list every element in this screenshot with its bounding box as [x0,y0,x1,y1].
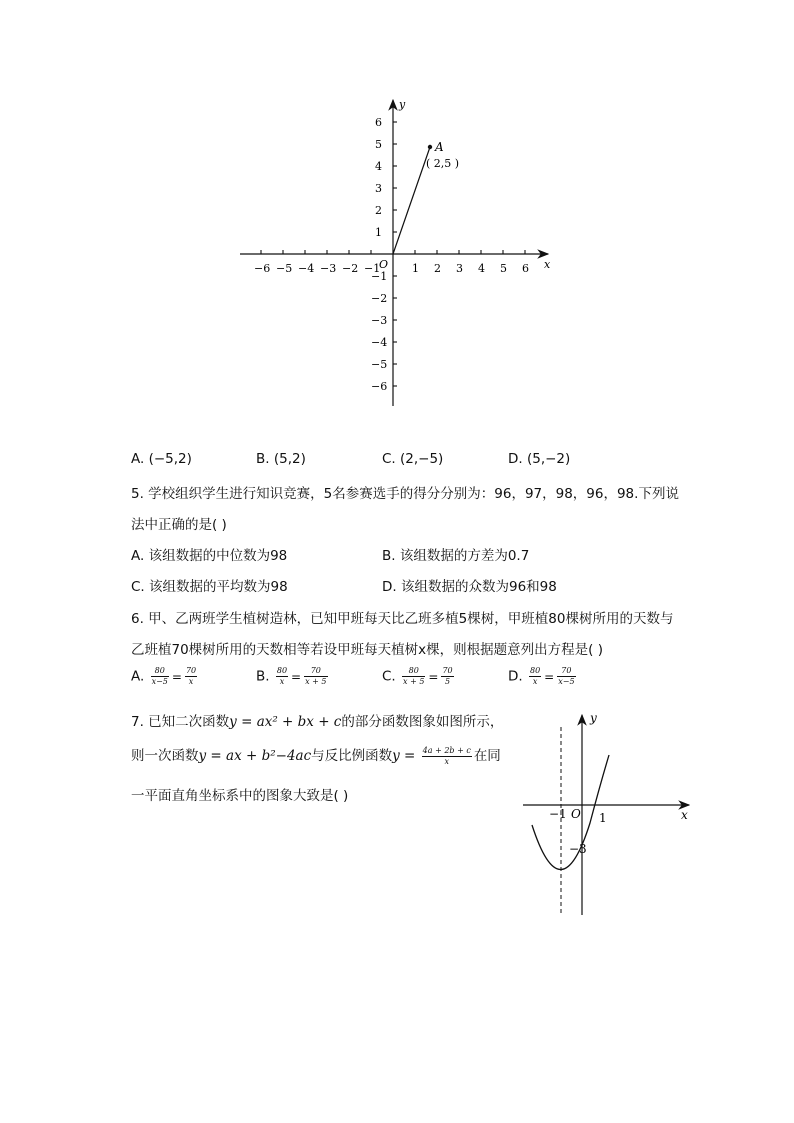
x-tick-label: −3 [320,262,337,275]
origin-label: O [379,258,389,271]
parabola-graph [515,705,700,920]
y-tick-label: 1 [375,226,382,239]
q7-stem-line2: 则一次函数y = ax + b²−4ac与反比例函数y = $\frac{4a + 2b + c}{x}$ 在同 [131,745,501,766]
q5-option-d[interactable]: D. 该组数据的众数为96和98 [382,579,557,595]
y-tick-label: −6 [371,380,388,393]
x-tick-label: −4 [298,262,315,275]
q6-option-c[interactable]: C. $\frac{80}{x + 5}$ = $\frac{70}{5}$ [382,666,453,686]
x-tick-label: 3 [456,262,463,275]
y-tick-label: −4 [371,336,388,349]
q6-stem-line1: 6. 甲、乙两班学生植树造林，已知甲班每天比乙班多植5棵树，甲班植80棵树所用的天数与 [131,611,674,627]
x-tick-label: 1 [412,262,419,275]
x-tick-label: −1 [364,262,381,275]
q5-stem-line2: 法中正确的是( ) [131,517,227,533]
q5-option-c[interactable]: C. 该组数据的平均数为98 [131,579,288,595]
q4-option-a[interactable]: A. (−5,2) [131,451,192,467]
y-tick-label: −2 [371,292,388,305]
x-tick-label: −2 [342,262,359,275]
y-tick-label: −3 [371,314,388,327]
q5-option-a[interactable]: A. 该组数据的中位数为98 [131,548,288,564]
q7-stem-line3: 一平面直角坐标系中的图象大致是( ) [131,788,349,804]
y-tick-label: 4 [375,160,382,173]
x-tick-label: −6 [254,262,271,275]
x-axis-label: x [544,258,551,271]
y-axis-label: y [399,98,406,111]
y-axis-label: y [590,711,597,725]
segment-oa [393,147,430,254]
neg-three-label: −3 [569,842,587,856]
q4-option-b[interactable]: B. (5,2) [256,451,306,467]
q6-option-b[interactable]: B. $\frac{80}{x}$ = $\frac{70}{x + 5}$ [256,666,327,686]
point-a [428,145,432,149]
x-tick-label: 2 [434,262,441,275]
y-tick-label: −1 [371,270,388,283]
neg-one-label: −1 [549,807,567,821]
q6-option-a[interactable]: A. $\frac{80}{x-5}$ = $\frac{70}{x}$ [131,666,197,686]
coordinate-graph-point-a [230,90,560,420]
y-tick-label: 5 [375,138,382,151]
q4-option-d[interactable]: D. (5,−2) [508,451,571,467]
q4-option-c[interactable]: C. (2,−5) [382,451,444,467]
origin-label: O [571,807,581,821]
q7-stem-line1: 7. 已知二次函数y = ax² + bx + c的部分函数图象如图所示， [131,714,504,730]
x-tick-label: −5 [276,262,293,275]
point-a-coords: ( 2,5 ) [426,157,460,170]
q6-stem-line2: 乙班植70棵树所用的天数相等若设甲班每天植树x棵，则根据题意列出方程是( ) [131,642,603,658]
y-tick-label: −5 [371,358,388,371]
x-tick-label: 6 [522,262,529,275]
y-tick-label: 6 [375,116,382,129]
y-tick-label: 2 [375,204,382,217]
x-tick-label: 4 [478,262,485,275]
x-axis-label: x [681,808,688,822]
x-tick-label: 5 [500,262,507,275]
q5-option-b[interactable]: B. 该组数据的方差为0.7 [382,548,530,564]
q5-stem-line1: 5. 学校组织学生进行知识竞赛，5名参赛选手的得分分别为：96，97，98，96，98.下列说 [131,486,679,502]
point-a-label: A [435,140,444,154]
q6-option-d[interactable]: D. $\frac{80}{x}$ = $\frac{70}{x-5}$ [508,666,575,686]
q7-fraction: $\frac{4a + 2b + c}{x}$ [422,745,471,766]
y-tick-label: 3 [375,182,382,195]
one-label: 1 [599,811,607,825]
